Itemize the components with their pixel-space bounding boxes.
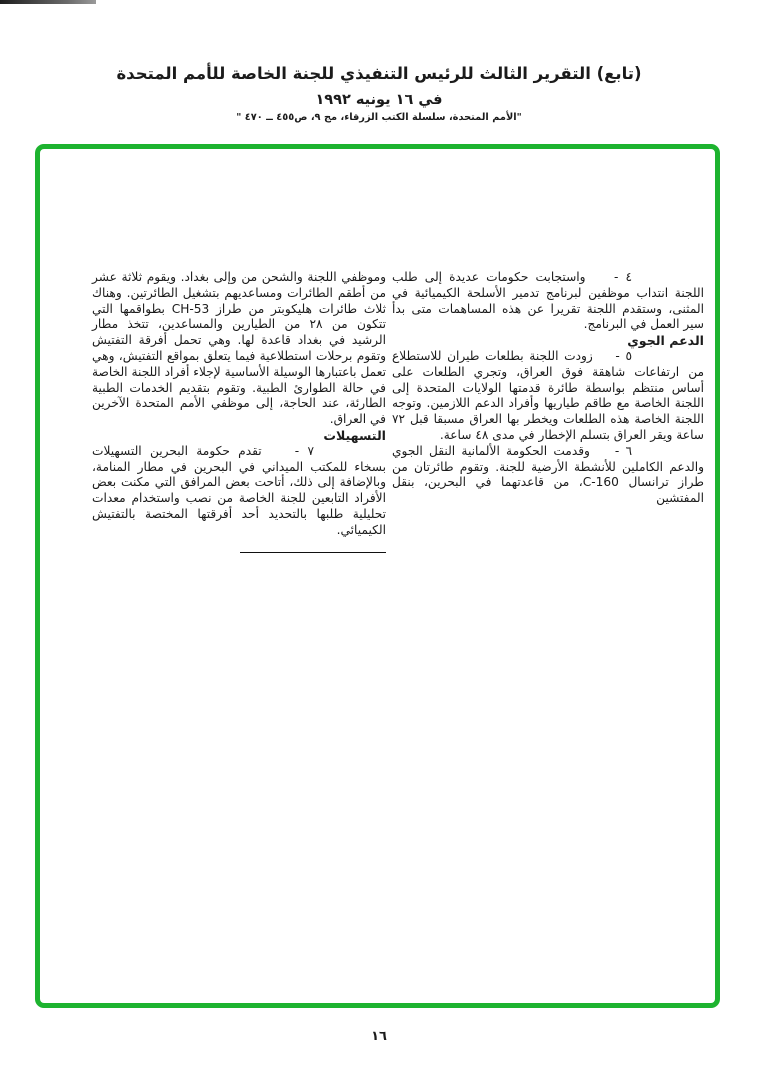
- column-second-left: [92, 270, 386, 553]
- section-heading-air-support: الدعم الجوي: [627, 333, 704, 349]
- paragraph-continuation: وموظفي اللجنة والشحن من وإلى بغداد. ويقوم ثلاثة عشر من أطقم الطائرات ومساعديهم بتشغيل الطائرتين. وهناك ثلاث طائرات هليكوبتر من طراز CH-53 بطواقمها التي تتكون من ٢٨ من الطيارين والمساعدين، تتخذ مطار الرشيد في بغداد قاعدة لها. وهي تحمل أفرقة التفتيش وتقوم برحلات استطلاعية فيما يتعلق بمواقع التفتيش، وهي تعمل باعتبارها الوسيلة الأساسية لإجلاء أفراد اللجنة الخاصة في حالة الطوارئ الطبية. وتقوم بتقديم الخدمات الطبية الطارئة، عند الحاجة، إلى موظفي الأمم المتحدة الآخرين في العراق.: [92, 270, 386, 427]
- page-number: ١٦: [371, 1029, 387, 1044]
- source-citation-line: "الأمم المتحدة، سلسلة الكتب الزرقاء، مج ٩، ص٤٥٥ ــ ٤٧٠ ": [236, 112, 522, 123]
- paragraph-4: ٤ - واستجابت حكومات عديدة إلى طلب اللجنة انتداب موظفين لبرنامج تدمير الأسلحة الكيميائية في المثنى، وستقدم اللجنة تقريرا عن هذه المساهمات متى بدأ سير العمل في البرنامج.: [392, 270, 704, 332]
- column-first-right: [392, 270, 704, 507]
- paragraph-5: ٥ - زودت اللجنة بطلعات طيران للاستطلاع من ارتفاعات شاهقة فوق العراق، وتجري الطلعات على أساس منتظم بواسطة طائرة قدمتها الولايات المتحدة إلى اللجنة الخاصة مع طاقم طياريها وأفراد الدعم اللازمين. وتوجه اللجنة الخاصة هذه الطلعات ويخطر بها العراق مسبقا قبل ٧٢ ساعة ويقر العراق بتسلم الإخطار في مدى ٤٨ ساعة.: [392, 348, 704, 442]
- date-line: في ١٦ يونيه ١٩٩٢: [315, 92, 443, 108]
- paragraph-7: ٧ - تقدم حكومة البحرين التسهيلات بسخاء للمكتب الميداني في البحرين في مطار المنامة، وبالإضافة إلى ذلك، أتاحت بعض المرافق التي مكنت بعض الأفراد التابعين للجنة الخاصة من نصب واستخدام معدات تحليلية طلبها بالتحديد أحد أفرقتها المختصة بالتفتيش الكيميائي.: [92, 443, 386, 537]
- paragraph-6: ٦ - وقدمت الحكومة الألمانية النقل الجوي والدعم الكاملين للأنشطة الأرضية للجنة. وتقوم طائرتان من طراز ترانسال C-160، من قاعدتهما في البحرين، بنقل المفتشين: [392, 443, 704, 506]
- footnote-separator-rule: [240, 552, 386, 553]
- page-title: (تابع) التقرير الثالث للرئيس التنفيذي للجنة الخاصة للأمم المتحدة: [116, 64, 642, 83]
- scan-artifact-bar: [0, 0, 96, 4]
- section-heading-facilities: التسهيلات: [323, 427, 386, 443]
